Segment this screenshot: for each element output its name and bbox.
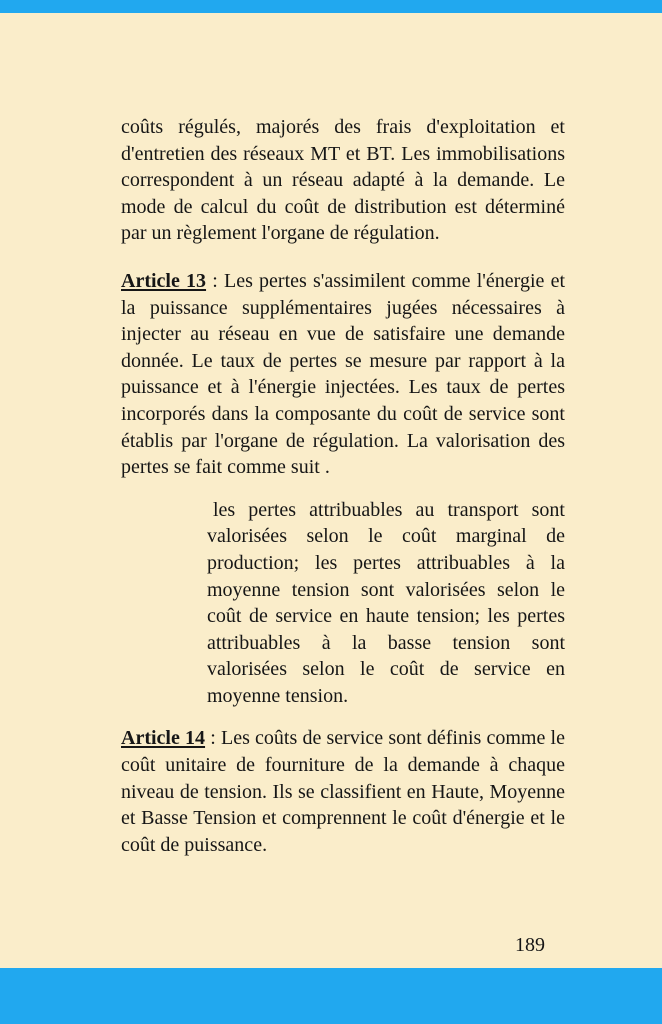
paragraph-article-13 xyxy=(121,268,565,481)
article-14-label: Article 14 xyxy=(121,727,206,750)
top-border-band xyxy=(0,0,662,13)
paragraph-article-14 xyxy=(121,725,565,858)
article-13-label: Article 13 xyxy=(121,269,207,292)
paragraph-distribution-costs: coûts régulés, majorés des frais d'exploitation et d'entretien des réseaux MT et BT. Les immobilisations correspondent à un réseau adapté à la demande. Le mode de calcul du coût de distribution est déterminé par un règlement l'organe de régulation. xyxy=(121,116,565,245)
article-13-text: : Les pertes s'assimilent comme l'énergie et la puissance supplémentaires jugées nécessaires à injecter au réseau en vue de satisfaire une demande donnée. Le taux de pertes se mesure par rapport à la puissance et à l'énergie injectées. Les taux de pertes incorporés dans la composante du coût de service sont établis par l'organe de régulation. La valorisation des pertes se fait comme suit . xyxy=(121,269,565,479)
page-number: 189 xyxy=(515,934,545,956)
paragraph-pertes-valorisation: les pertes attribuables au transport sont valorisées selon le coût marginal de production; les pertes attribuables à la moyenne tension sont valorisées selon le coût de service en haute tension; les pertes attribuables à la basse tension sont valorisées selon le coût de service en moyenne tension. xyxy=(207,498,565,707)
bottom-border-band xyxy=(0,968,662,1024)
page-content xyxy=(121,114,565,874)
article-14-text: : Les coûts de service sont définis comme le coût unitaire de fourniture de la demande à chaque niveau de tension. Ils se classifient en Haute, Moyenne et Basse Tension et comprennent le coût d'énergie et le coût de puissance. xyxy=(121,727,565,856)
